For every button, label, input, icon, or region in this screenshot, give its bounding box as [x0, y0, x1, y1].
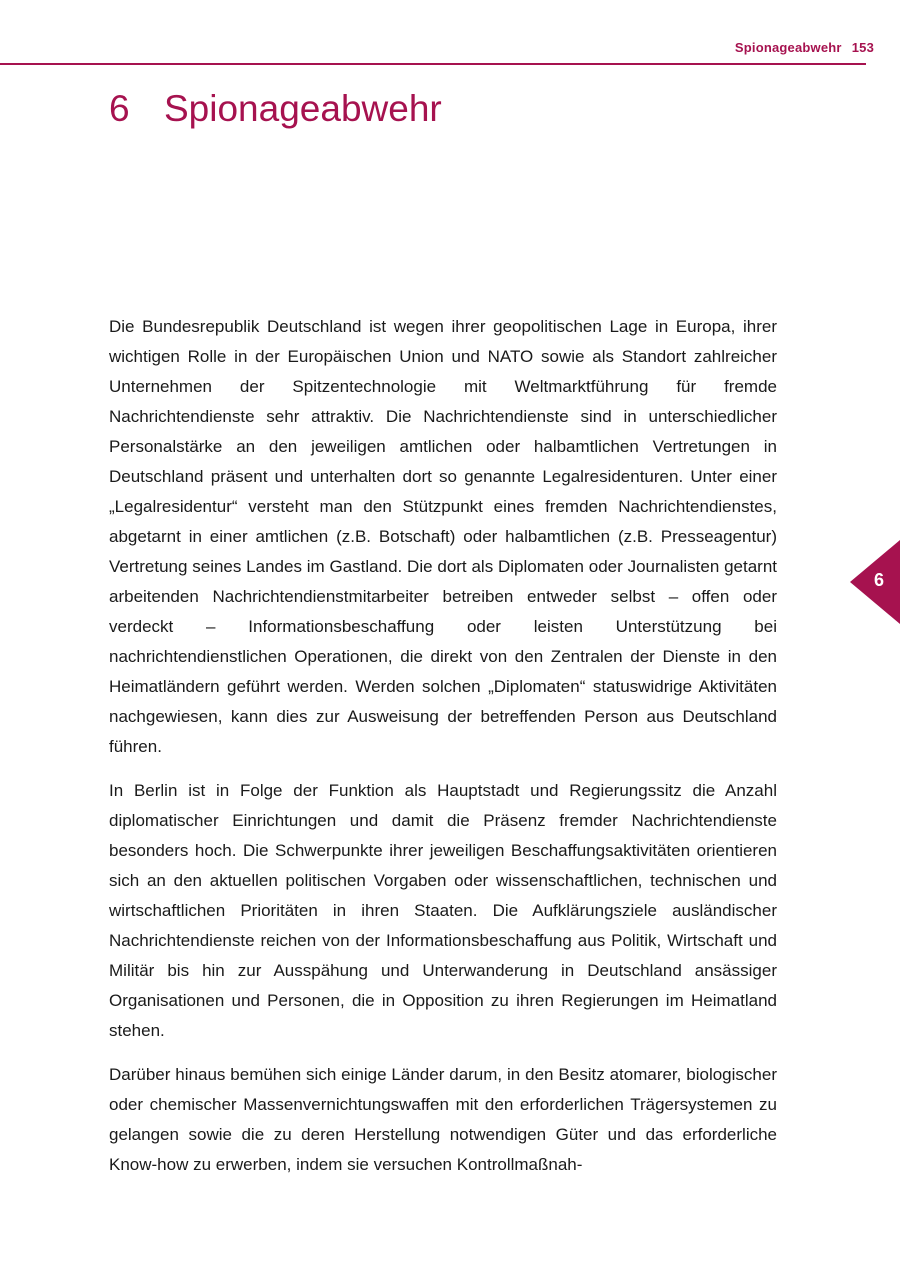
running-header [735, 40, 874, 55]
chapter-tab-label: 6 [874, 570, 885, 590]
chapter-number: 6 [109, 88, 130, 129]
header-rule [0, 63, 866, 65]
chapter-thumb-tab [850, 540, 900, 624]
page-number: 153 [851, 40, 874, 55]
paragraph: Die Bundesrepublik Deutschland ist wegen ihrer geopolitischen Lage in Europa, ihrer wichtigen Rolle in der Europäischen Union und NATO sowie als Standort zahlreicher Unternehmen der Spitzentechnologie mit Weltmarktführung für fremde Nachrichtendienste sehr attraktiv. Die Nachrichtendienste sind in unterschiedlicher Personalstärke an den jeweiligen amtlichen oder halbamtlichen Vertretungen in Deutschland präsent und unterhalten dort so genannte Legalresidenturen. Unter einer „Legalresidentur“ versteht man den Stützpunkt eines fremden Nachrichtendienstes, abgetarnt in einer amtlichen (z.B. Botschaft) oder halbamtlichen (z.B. Presseagentur) Vertretung seines Landes im Gastland. Die dort als Diplomaten oder Journalisten getarnt arbeitenden Nachrichtendienstmitarbeiter betreiben entweder selbst – offen oder verdeckt – Informationsbeschaffung oder leisten Unterstützung bei nachrichtendienstlichen Operationen, die direkt von den Zentralen der Dienste in den Heimatländern geführt werden. Werden solchen „Diplomaten“ statuswidrige Aktivitäten nachgewiesen, kann dies zur Ausweisung der betreffenden Person aus Deutschland führen. [109, 317, 777, 756]
chapter-title [109, 88, 442, 130]
body-text [109, 312, 777, 1194]
chapter-title-text: Spionageabwehr [164, 88, 442, 129]
running-title: Spionageabwehr [734, 40, 842, 55]
paragraph: In Berlin ist in Folge der Funktion als Hauptstadt und Regierungssitz die Anzahl diplomatischer Einrichtungen und damit die Präsenz fremder Nachrichtendienste besonders hoch. Die Schwerpunkte ihrer jeweiligen Beschaffungsaktivitäten orientieren sich an den aktuellen politischen Vorgaben oder wissenschaftlichen, technischen und wirtschaftlichen Prioritäten in ihren Staaten. Die Aufklärungsziele ausländischer Nachrichtendienste reichen von der Informationsbeschaffung aus Politik, Wirtschaft und Militär bis hin zur Ausspähung und Unterwanderung in Deutschland ansässiger Organisationen und Personen, die in Opposition zu ihren Regierungen im Heimatland stehen. [109, 781, 777, 1040]
paragraph: Darüber hinaus bemühen sich einige Länder darum, in den Besitz atomarer, biologischer oder chemischer Massenvernichtungswaffen mit den erforderlichen Trägersystemen zu gelangen sowie die zu deren Herstellung notwendigen Güter und das erforderliche Know-how zu erwerben, indem sie versuchen Kontrollmaßnah- [109, 1065, 777, 1174]
